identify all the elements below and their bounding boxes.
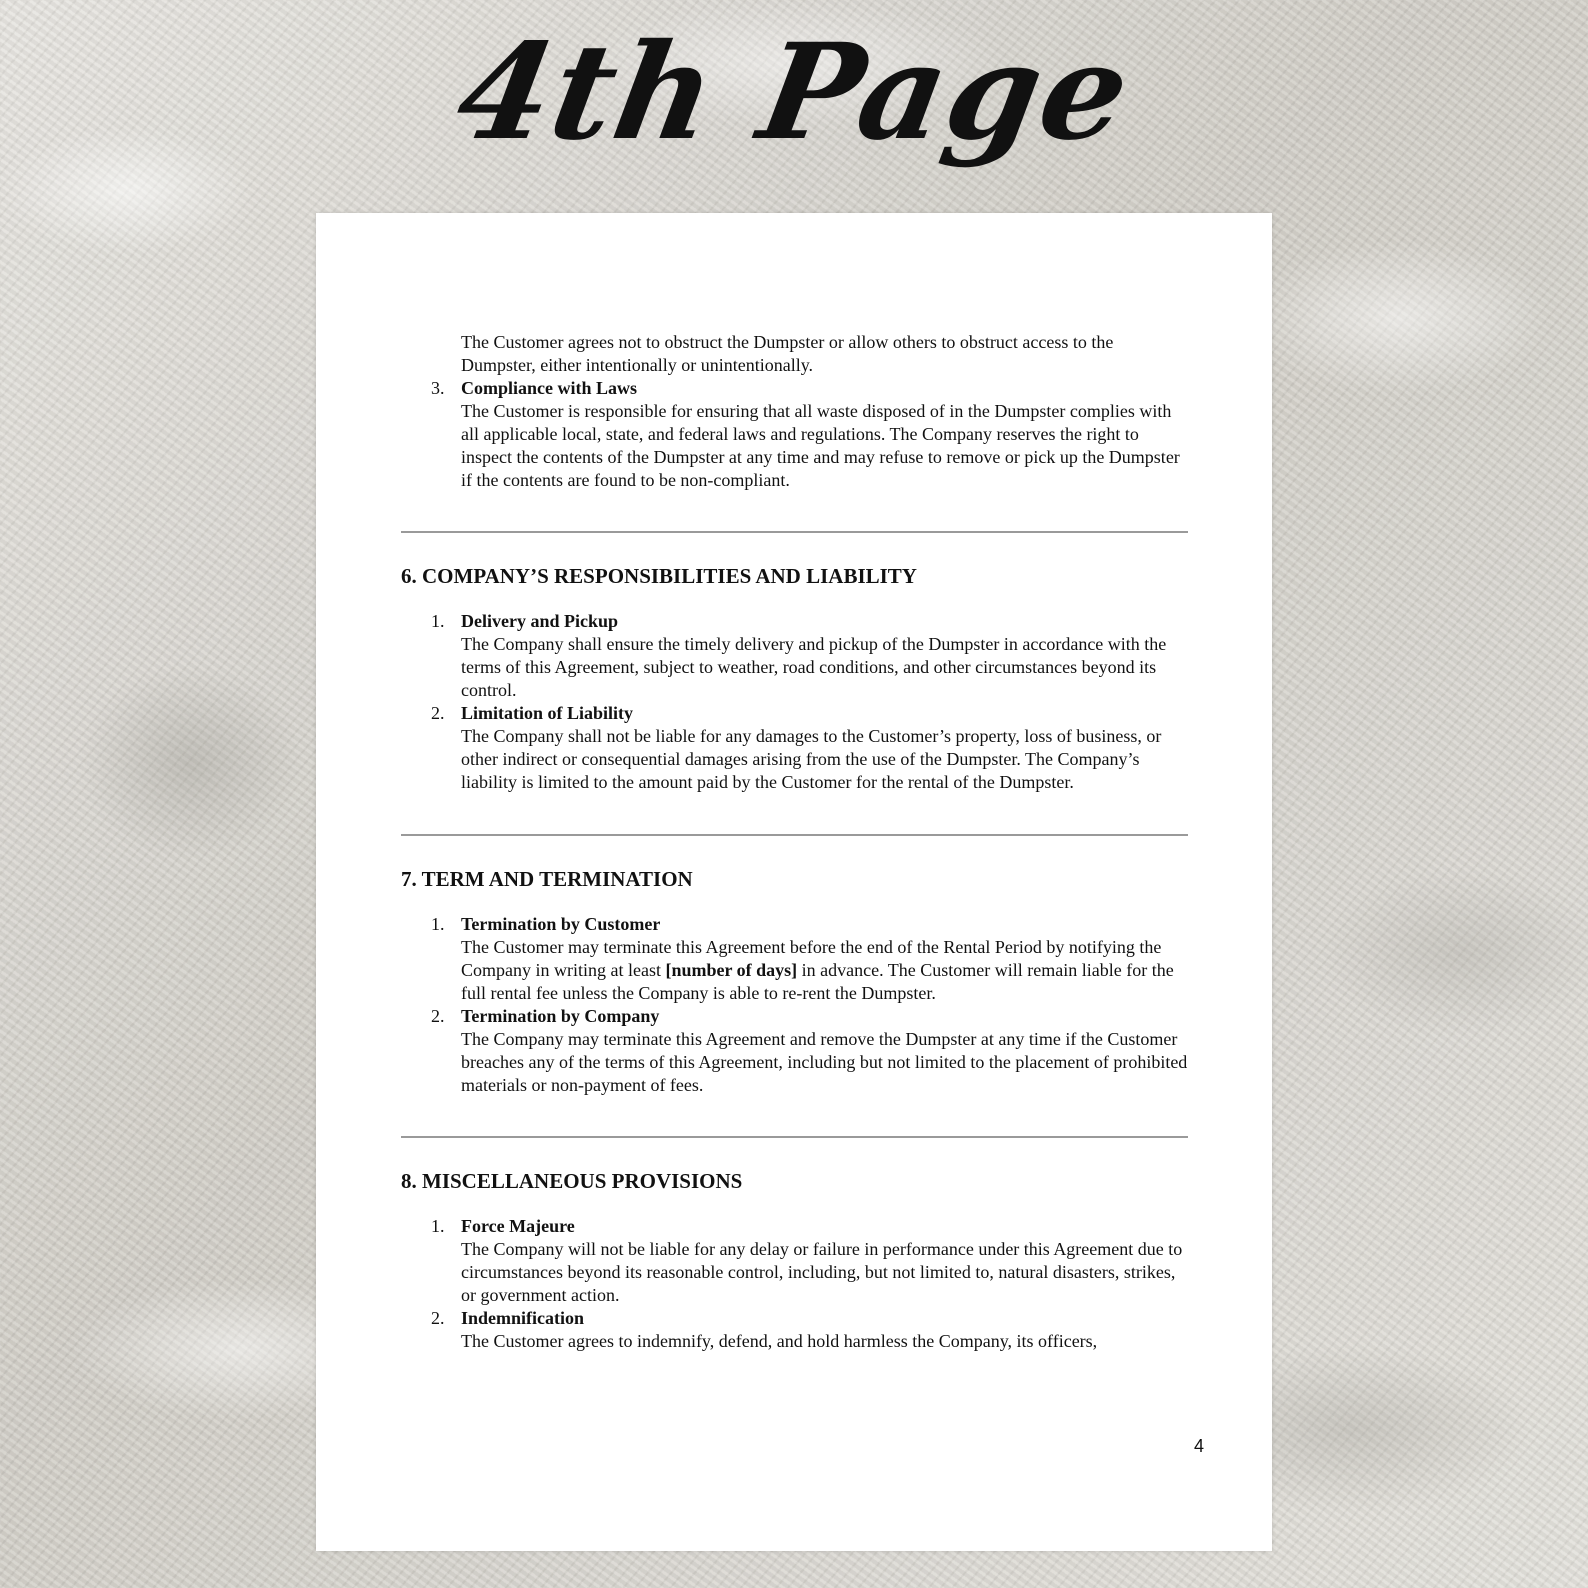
section-heading: 8. MISCELLANEOUS PROVISIONS	[401, 1169, 743, 1193]
section-divider	[401, 834, 1188, 836]
list-item-number: 1.	[431, 611, 445, 631]
list-item	[401, 1307, 1188, 1353]
list-item-title: Force Majeure	[461, 1216, 575, 1236]
document-page	[316, 213, 1272, 1551]
body-text: The Customer may terminate this Agreement before the end of the Rental Period by notifying the Company in writing at least	[461, 937, 1162, 980]
section-heading: 7. TERM AND TERMINATION	[401, 867, 693, 891]
list-item	[401, 1005, 1188, 1097]
list-item-title: Indemnification	[461, 1308, 585, 1328]
list-item-title: Limitation of Liability	[461, 703, 634, 723]
list-item	[401, 610, 1188, 702]
section-divider	[401, 531, 1188, 533]
continued-section	[401, 331, 1188, 492]
list-item-number: 2.	[431, 1308, 445, 1328]
section-list	[401, 610, 1188, 794]
page-number: 4	[1193, 1436, 1204, 1456]
section-divider	[401, 1136, 1188, 1138]
section-list	[401, 913, 1188, 1097]
list-item-title: Delivery and Pickup	[461, 611, 619, 631]
list-item	[401, 1215, 1188, 1307]
list-item-number: 3.	[431, 378, 445, 398]
list-item-body	[461, 936, 1188, 1005]
list-item-number: 2.	[431, 1006, 445, 1026]
list-item-body: The Company may terminate this Agreement and remove the Dumpster at any time if the Customer breaches any of the terms of this Agreement, including but not limited to the placement of prohibited materials or non-payment of fees.	[461, 1029, 1188, 1095]
list-item-body: The Company will not be liable for any delay or failure in performance under this Agreement due to circumstances beyond its reasonable control, including, but not limited to, natural disasters, strikes, or government action.	[461, 1239, 1183, 1305]
continued-list	[401, 377, 1188, 492]
section-miscellaneous	[401, 1168, 1188, 1353]
list-item	[401, 702, 1188, 794]
list-item-title: Compliance with Laws	[461, 378, 638, 398]
list-item-title: Termination by Customer	[461, 914, 661, 934]
body-text: in advance. The Customer will remain liable for the full rental fee unless the Company is able to re-rent the Dumpster.	[461, 960, 1174, 1003]
section-heading: 6. COMPANY’S RESPONSIBILITIES AND LIABILITY	[401, 564, 917, 588]
list-item-body: The Company shall not be liable for any damages to the Customer’s property, loss of business, or other indirect or consequential damages arising from the use of the Dumpster. The Company’s liability is limited to the amount paid by the Customer for the rental of the Dumpster.	[461, 726, 1162, 792]
list-item-number: 1.	[431, 914, 445, 934]
continued-paragraph: The Customer agrees not to obstruct the Dumpster or allow others to obstruct access to the Dumpster, either intentionally or unintentionally.	[461, 332, 1114, 375]
list-item	[401, 913, 1188, 1005]
list-item-title: Termination by Company	[461, 1006, 660, 1026]
section-term-termination	[401, 866, 1188, 1097]
list-item-number: 2.	[431, 703, 445, 723]
banner-title: 4th Page	[446, 15, 1142, 170]
list-item-body: The Company shall ensure the timely delivery and pickup of the Dumpster in accordance with the terms of this Agreement, subject to weather, road conditions, and other circumstances beyond its control.	[461, 634, 1167, 700]
list-item-body: The Customer is responsible for ensuring that all waste disposed of in the Dumpster complies with all applicable local, state, and federal laws and regulations. The Company reserves the right to inspect the contents of the Dumpster at any time and may refuse to remove or pick up the Dumpster if the contents are found to be non-compliant.	[461, 401, 1180, 490]
placeholder-days: [number of days]	[665, 960, 798, 980]
section-list	[401, 1215, 1188, 1353]
document-content	[401, 331, 1188, 1353]
section-company-responsibilities	[401, 563, 1188, 794]
list-item-number: 1.	[431, 1216, 445, 1236]
list-item	[401, 377, 1188, 492]
list-item-body: The Customer agrees to indemnify, defend, and hold harmless the Company, its officers,	[461, 1331, 1098, 1351]
